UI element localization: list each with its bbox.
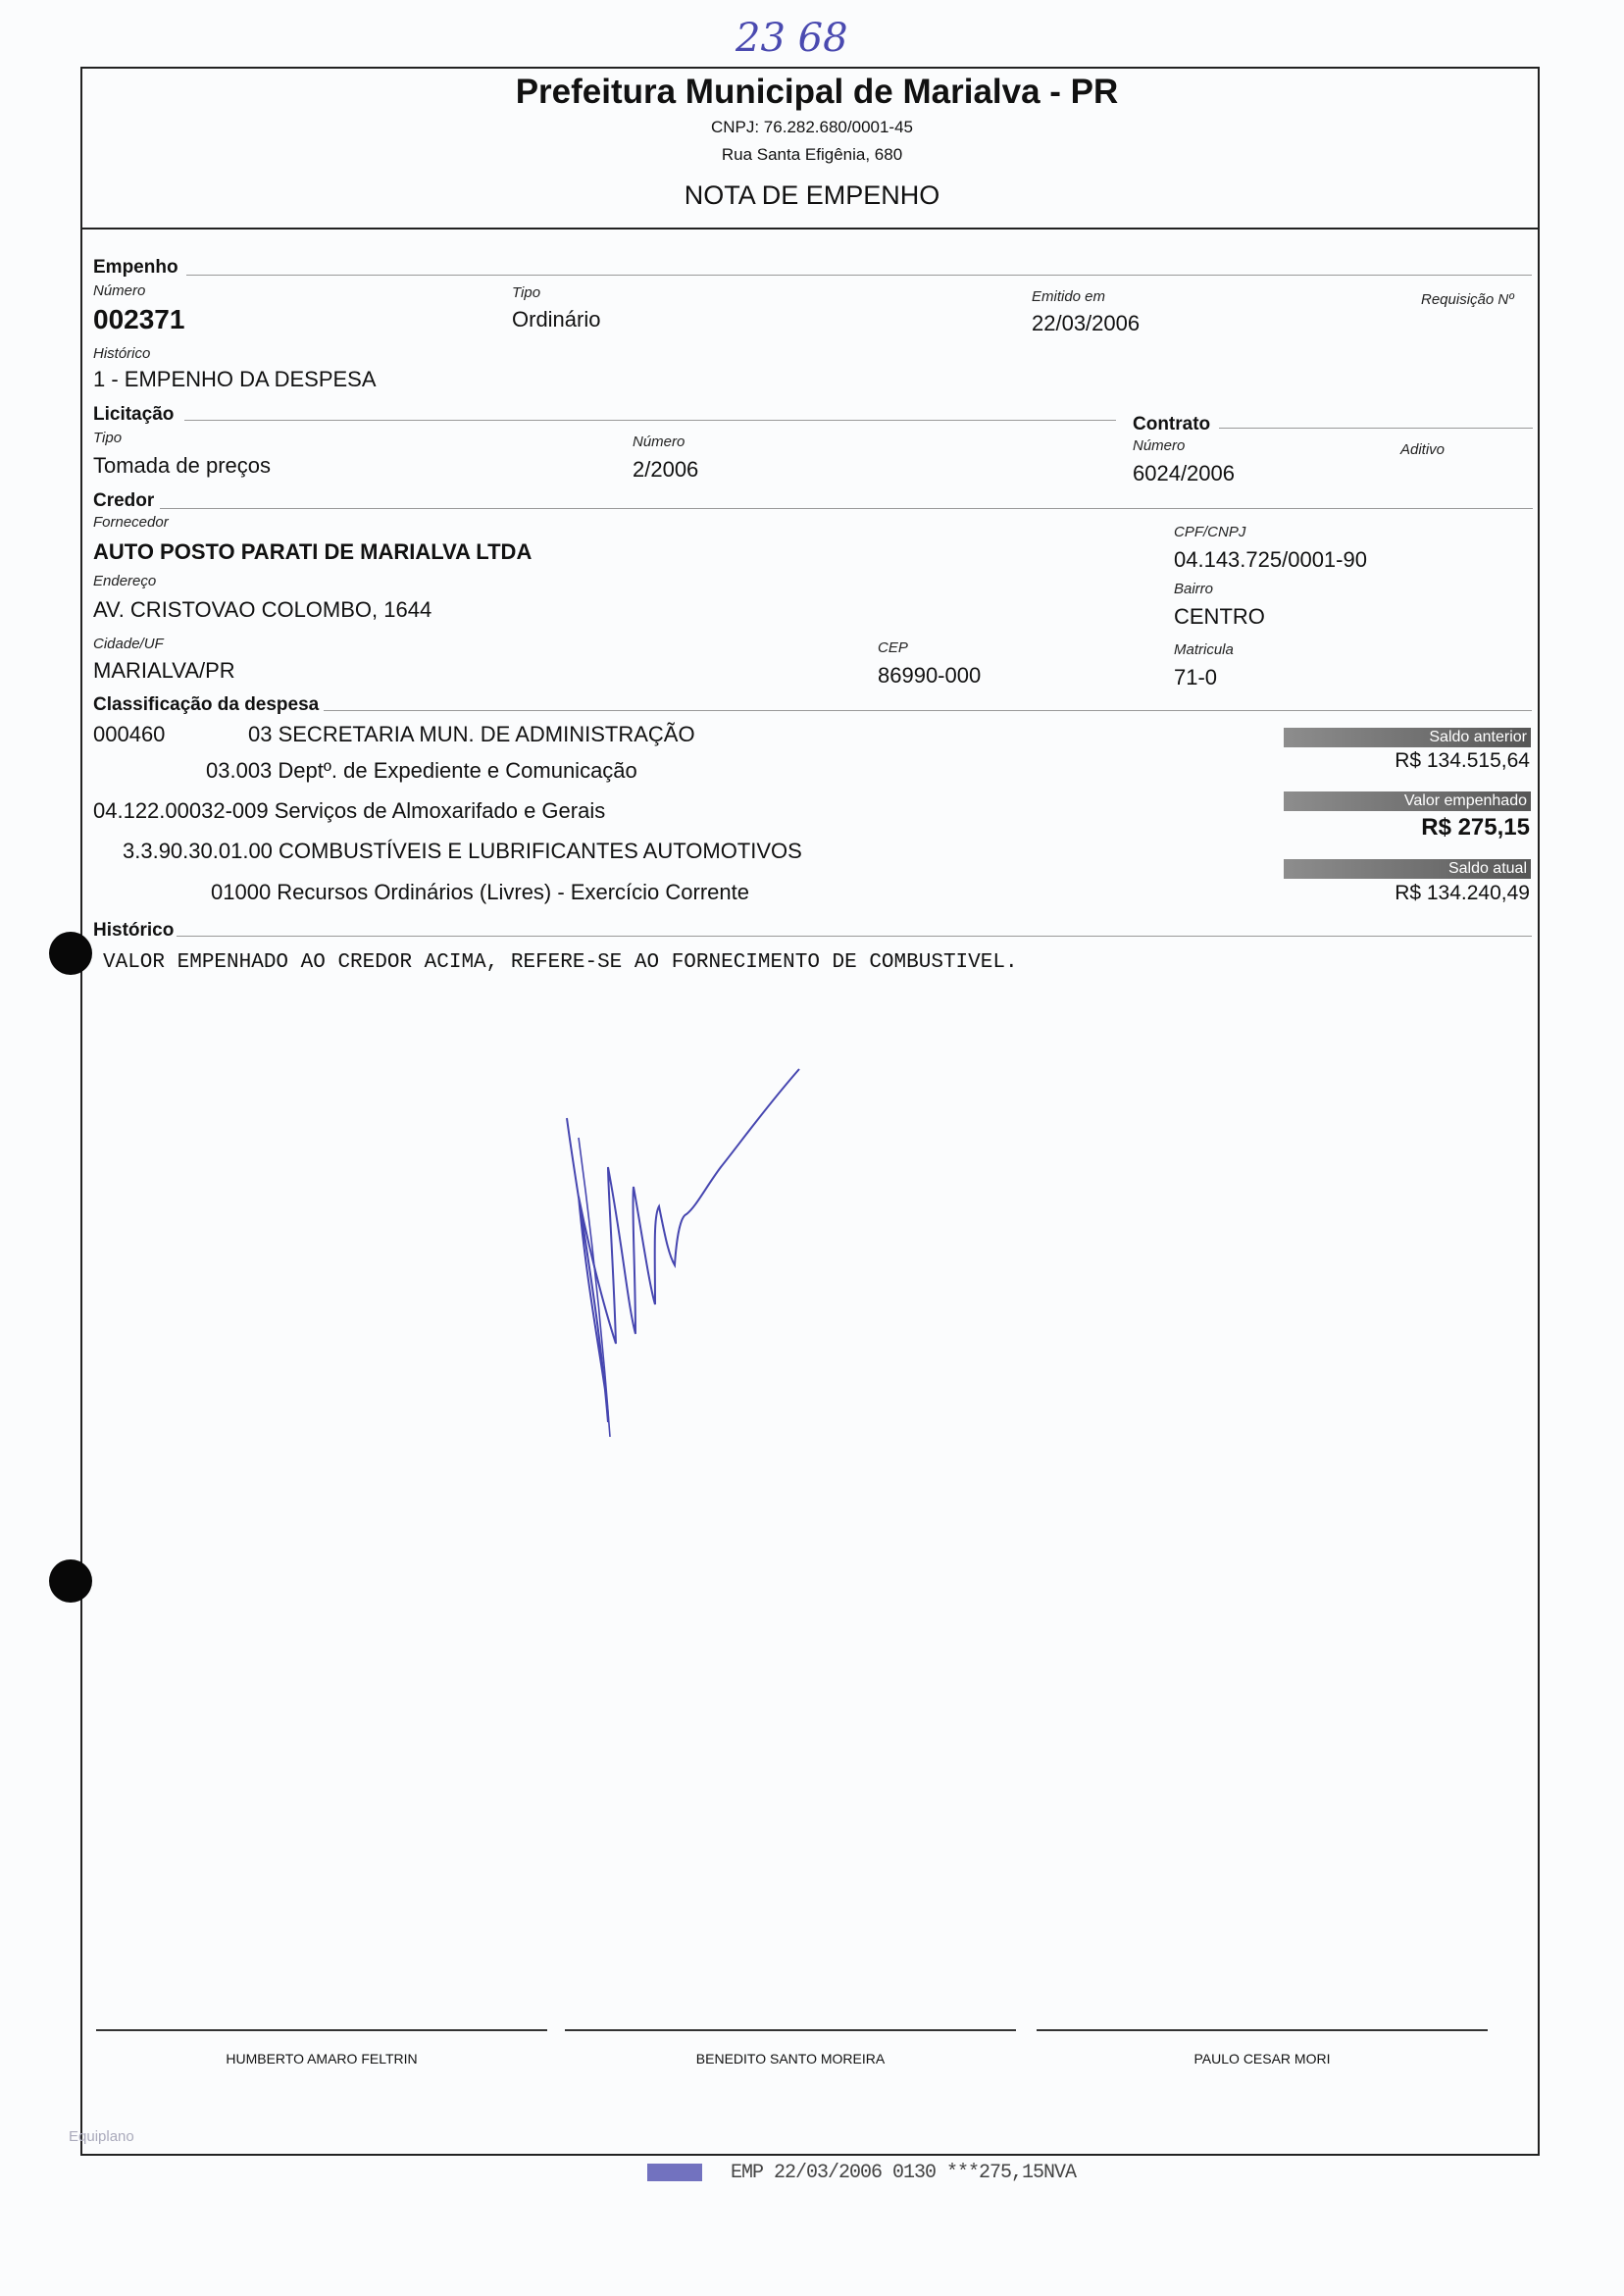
requisicao-label: Requisição Nº bbox=[1421, 291, 1514, 308]
signature-name-1: HUMBERTO AMARO FELTRIN bbox=[226, 2051, 418, 2066]
licitacao-numero-label: Número bbox=[633, 434, 685, 450]
emitido-label: Emitido em bbox=[1032, 288, 1106, 305]
classificacao-line5: 01000 Recursos Ordinários (Livres) - Exercício Corrente bbox=[211, 880, 749, 904]
signature-line bbox=[96, 2029, 547, 2031]
classificacao-line4: 3.3.90.30.01.00 COMBUSTÍVEIS E LUBRIFICANTES AUTOMOTIVOS bbox=[123, 839, 802, 863]
document-title: NOTA DE EMPENHO bbox=[684, 180, 940, 210]
empenho-tipo-label: Tipo bbox=[512, 284, 541, 301]
address-text: Rua Santa Efigênia, 680 bbox=[721, 145, 903, 164]
divider bbox=[184, 420, 1116, 421]
section-licitacao: Licitação bbox=[93, 404, 175, 425]
section-historico: Histórico bbox=[93, 920, 175, 941]
punch-hole bbox=[49, 932, 92, 975]
licitacao-numero: 2/2006 bbox=[633, 457, 699, 482]
divider bbox=[324, 710, 1532, 711]
signature-scribble bbox=[549, 1049, 824, 1442]
contrato-numero-label: Número bbox=[1133, 437, 1186, 454]
saldo-atual-label: Saldo atual bbox=[1284, 859, 1531, 879]
classificacao-line3: 04.122.00032-009 Serviços de Almoxarifado e Gerais bbox=[93, 798, 606, 823]
endereco-value: AV. CRISTOVAO COLOMBO, 1644 bbox=[93, 597, 432, 622]
licitacao-tipo: Tomada de preços bbox=[93, 453, 271, 478]
saldo-atual-value: R$ 134.240,49 bbox=[1395, 882, 1530, 904]
divider bbox=[160, 508, 1533, 509]
section-empenho: Empenho bbox=[93, 257, 178, 278]
cep-value: 86990-000 bbox=[878, 663, 982, 688]
cidade-label: Cidade/UF bbox=[93, 636, 164, 652]
cpf-label: CPF/CNPJ bbox=[1174, 524, 1246, 540]
valor-empenhado-value: R$ 275,15 bbox=[1421, 814, 1530, 841]
empenho-numero: 002371 bbox=[93, 304, 185, 334]
saldo-anterior-label: Saldo anterior bbox=[1284, 728, 1531, 747]
cidade-value: MARIALVA/PR bbox=[93, 658, 235, 683]
classificacao-line1: 03 SECRETARIA MUN. DE ADMINISTRAÇÃO bbox=[248, 722, 695, 746]
divider bbox=[177, 936, 1532, 937]
fornecedor-name: AUTO POSTO PARATI DE MARIALVA LTDA bbox=[93, 539, 533, 564]
empenho-historico: 1 - EMPENHO DA DESPESA bbox=[93, 367, 377, 391]
stamp-mark bbox=[647, 2164, 702, 2181]
svg-text:23 68: 23 68 bbox=[736, 16, 848, 61]
fornecedor-label: Fornecedor bbox=[93, 514, 169, 531]
cnpj-text: CNPJ: 76.282.680/0001-45 bbox=[710, 118, 914, 136]
empenho-tipo: Ordinário bbox=[512, 307, 601, 332]
contrato-numero: 6024/2006 bbox=[1133, 461, 1235, 485]
divider bbox=[1219, 428, 1533, 429]
punch-hole bbox=[49, 1559, 92, 1603]
matricula-label: Matricula bbox=[1174, 641, 1234, 658]
valor-empenhado-label: Valor empenhado bbox=[1284, 791, 1531, 811]
page-title: Prefeitura Municipal de Marialva - PR bbox=[515, 73, 1119, 111]
bairro-value: CENTRO bbox=[1174, 604, 1265, 629]
print-stamp: EMP 22/03/2006 0130 ***275,15NVA bbox=[731, 2162, 1077, 2184]
software-label: Equiplano bbox=[69, 2128, 134, 2145]
section-credor: Credor bbox=[93, 490, 155, 511]
signature-name-2: BENEDITO SANTO MOREIRA bbox=[695, 2051, 886, 2066]
signature-name-3: PAULO CESAR MORI bbox=[1193, 2051, 1331, 2066]
aditivo-label: Aditivo bbox=[1400, 441, 1446, 458]
classificacao-code: 000460 bbox=[93, 722, 166, 746]
section-contrato: Contrato bbox=[1133, 414, 1211, 434]
header-divider bbox=[80, 228, 1540, 230]
section-classificacao: Classificação da despesa bbox=[93, 694, 320, 715]
divider bbox=[186, 275, 1532, 276]
signature-line bbox=[565, 2029, 1016, 2031]
endereco-label: Endereço bbox=[93, 573, 157, 589]
bairro-label: Bairro bbox=[1174, 581, 1214, 597]
licitacao-tipo-label: Tipo bbox=[93, 430, 123, 446]
empenho-historico-label: Histórico bbox=[93, 345, 151, 362]
classificacao-line2: 03.003 Deptº. de Expediente e Comunicação bbox=[206, 758, 637, 783]
emitido-date: 22/03/2006 bbox=[1032, 311, 1141, 335]
historico-text: VALOR EMPENHADO AO CREDOR ACIMA, REFERE-SE AO FORNECIMENTO DE COMBUSTIVEL. bbox=[103, 951, 1018, 974]
signature-line bbox=[1037, 2029, 1488, 2031]
cpf-value: 04.143.725/0001-90 bbox=[1174, 547, 1367, 572]
handwritten-note bbox=[726, 14, 883, 61]
saldo-anterior-value: R$ 134.515,64 bbox=[1395, 749, 1530, 772]
empenho-numero-label: Número bbox=[93, 282, 146, 299]
matricula-value: 71-0 bbox=[1174, 665, 1218, 689]
cep-label: CEP bbox=[878, 639, 908, 656]
